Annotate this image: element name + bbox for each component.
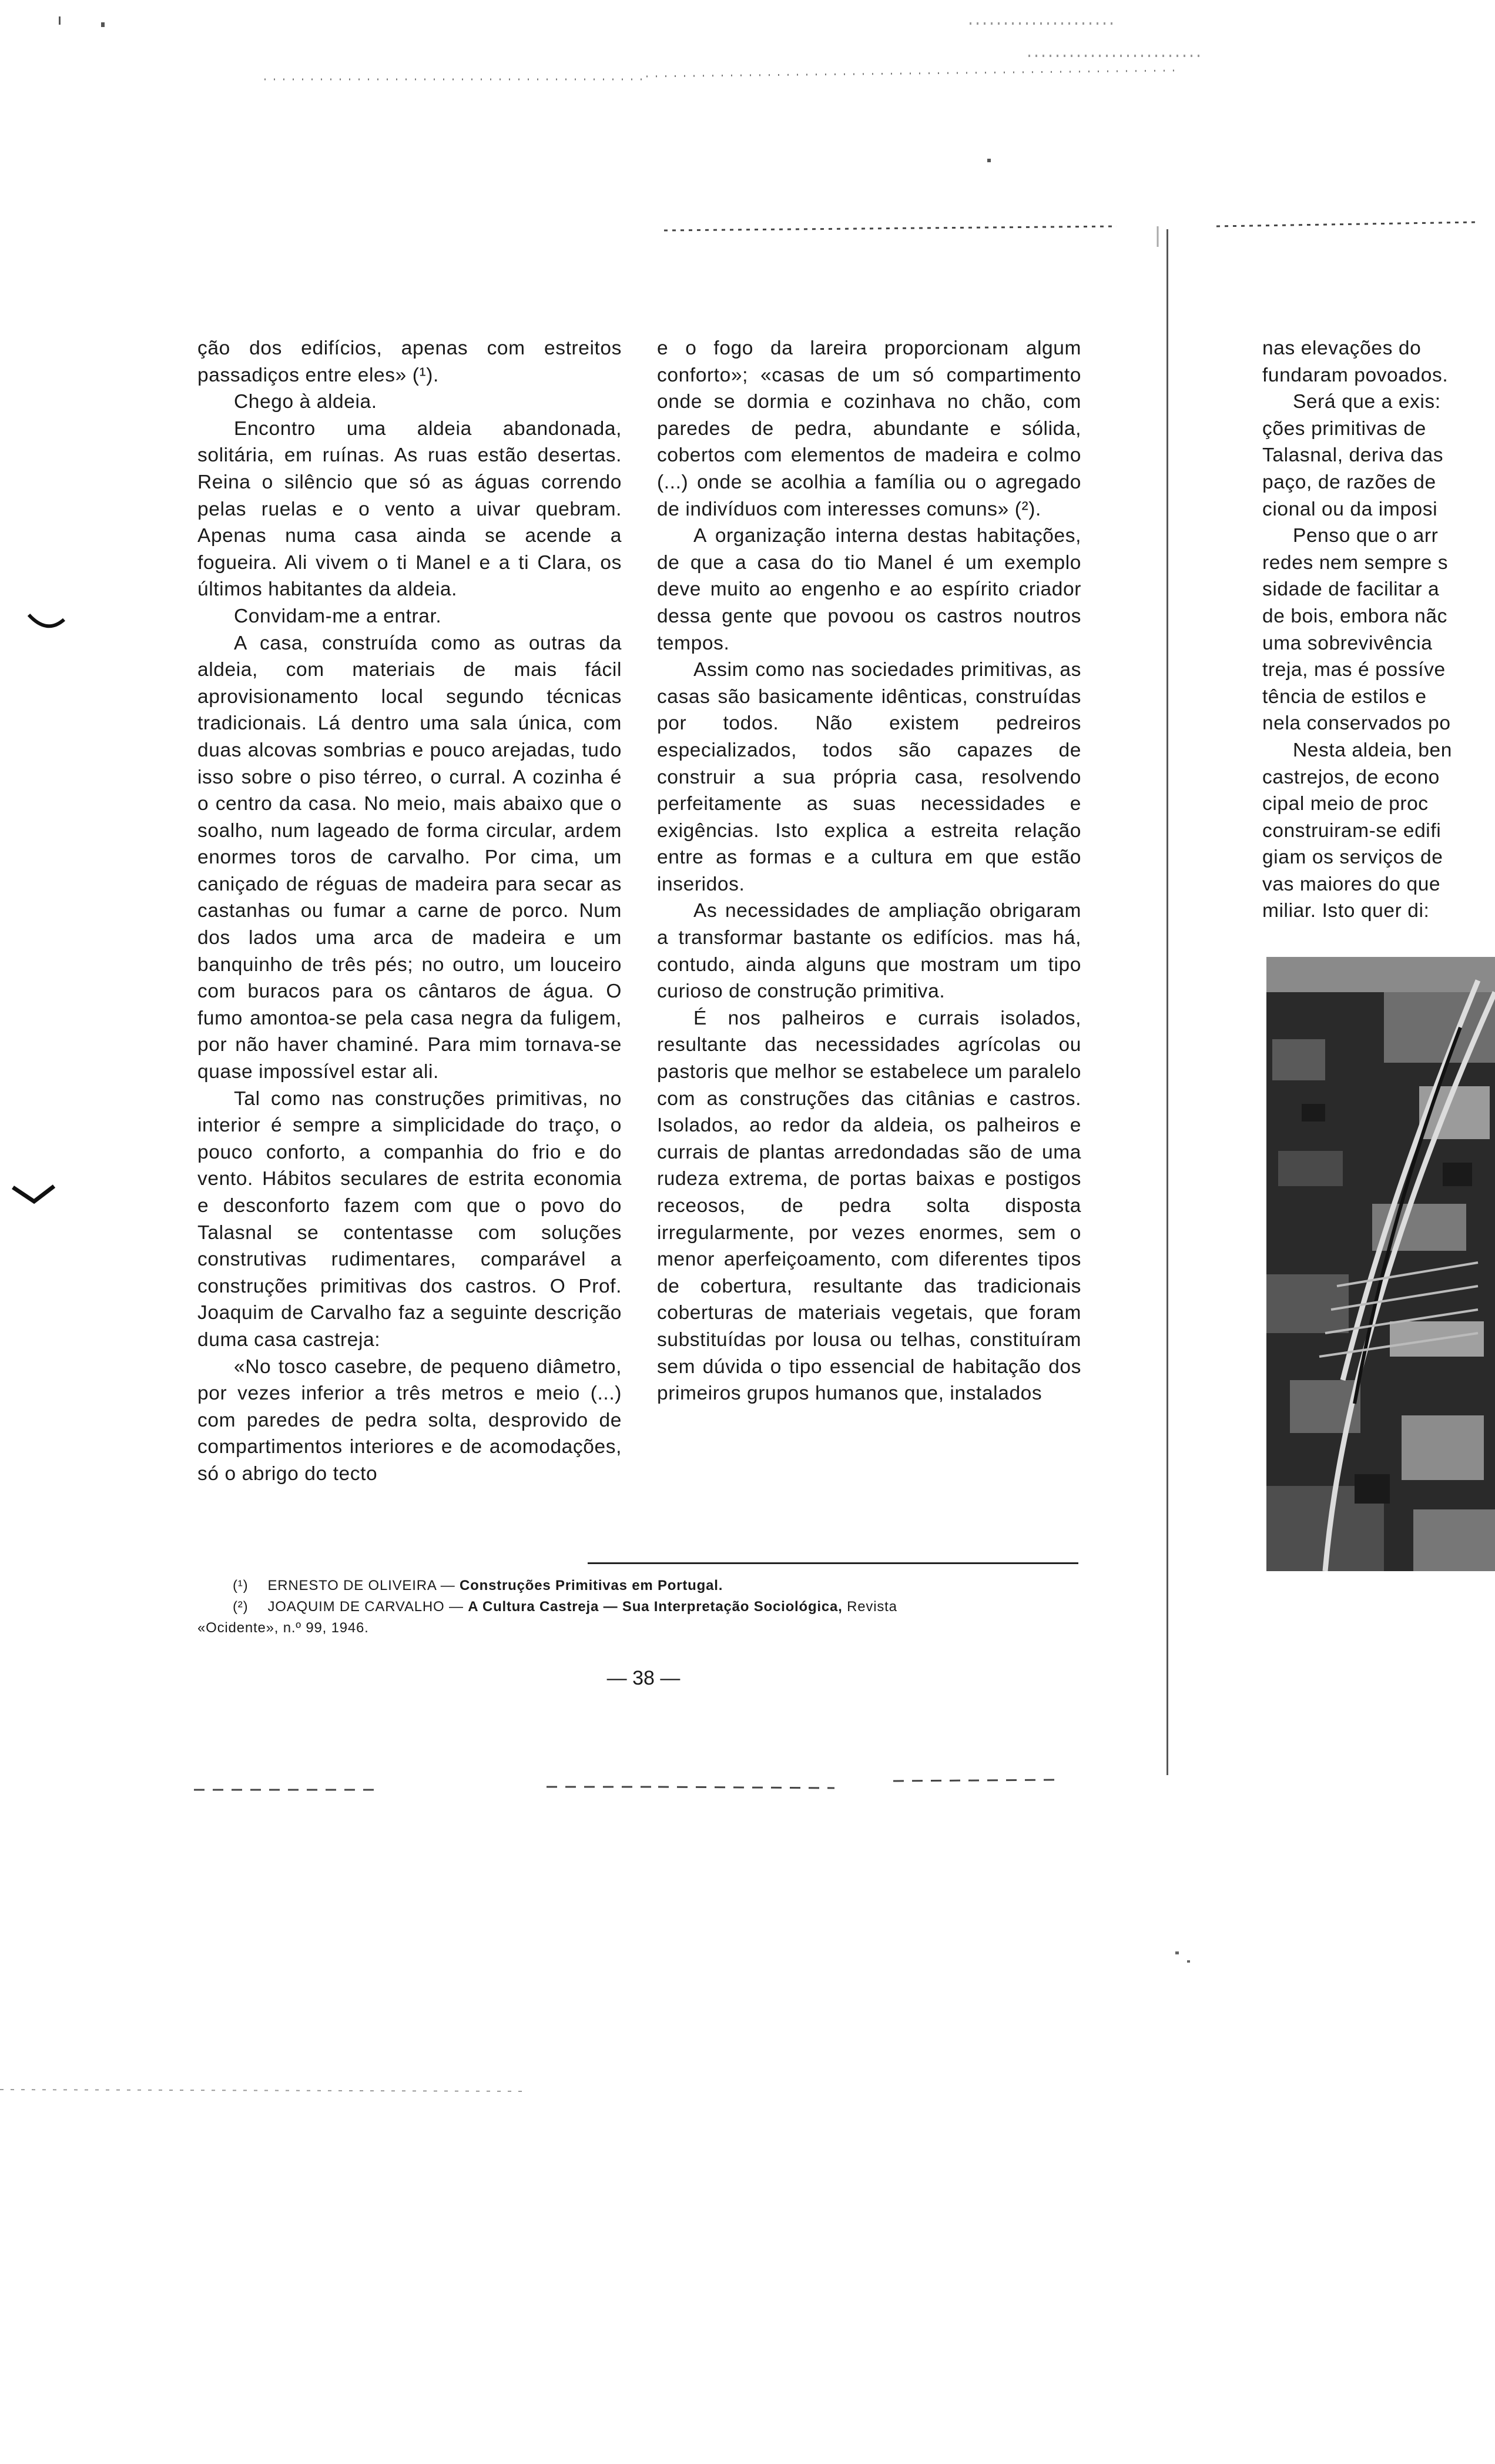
paragraph: Assim como nas sociedades primitivas, as casas são basicamente idênticas, construídas por todos. Não existem pedreiros especializados, todos são capazes de construir a sua própria casa, resolvendo perfeitamente as suas necessidades e exigências. Isto explica a estreita relação entre as formas e a cultura em que estão inseridos.: [657, 659, 1081, 895]
cropped-line: castrejos, de econo: [1262, 766, 1440, 788]
cropped-line: cional ou da imposi: [1262, 498, 1438, 520]
cropped-line: de bois, embora nãc: [1262, 605, 1447, 627]
cropped-line: Será que a exis:: [1293, 391, 1441, 413]
paragraph: Encontro uma aldeia abandonada, solitária, em ruínas. As ruas estão desertas. Reina o silêncio que só as águas correndo pelas ruelas e o vento a uivar quebram. Apenas numa casa ainda se acende a fogueira. Ali vivem o ti Manel e a ti Clara, os últimos habitantes da aldeia.: [197, 417, 622, 601]
cropped-line: nela conservados po: [1262, 712, 1451, 735]
paragraph: «No tosco casebre, de pequeno diâmetro, por vezes inferior a três metros e meio (...) com paredes de pedra solta, desprovido de compartimentos interiores e de acomodações, só o abrigo do tecto: [197, 1355, 622, 1485]
footnotes: [197, 1575, 1079, 1639]
scan-noise-bottom: [0, 1763, 1495, 2116]
cropped-line: giam os serviços de: [1262, 846, 1443, 869]
paragraph: Chego à aldeia.: [234, 391, 377, 413]
cropped-line: sidade de facilitar a: [1262, 578, 1440, 601]
cropped-line: uma sobrevivência: [1262, 632, 1433, 654]
footnote-rule: [588, 1562, 1078, 1564]
cropped-line: ções primitivas de: [1262, 417, 1426, 440]
footnote-1: (¹) ERNESTO DE OLIVEIRA — Construções Primitivas em Portugal.: [233, 1578, 723, 1593]
cropped-line: treja, mas é possíve: [1262, 659, 1446, 681]
village-photo: [1266, 957, 1495, 1571]
cropped-line: fundaram povoados.: [1262, 364, 1449, 386]
cropped-line: tência de estilos e: [1262, 685, 1427, 708]
cropped-line: redes nem sempre s: [1262, 551, 1449, 574]
paragraph: e o fogo da lareira proporcionam algum conforto»; «casas de um só compartimento onde se dormia e cozinhava no chão, com paredes de pedra, abundante e sólida, cobertos com elementos de madeira e colmo (...) onde se acolhia a família ou o agregado de indivíduos com interesses comuns» (²).: [657, 337, 1081, 520]
binding-mark-top: [26, 611, 68, 635]
cropped-line: Penso que o arr: [1293, 525, 1439, 547]
scan-noise-top: [0, 0, 1495, 247]
cropped-line: cipal meio de proc: [1262, 793, 1429, 815]
text-column-1: [197, 335, 622, 1488]
page-number: — 38 —: [606, 1667, 681, 1689]
paragraph: ção dos edifícios, apenas com estreitos passadiços entre eles» (¹).: [197, 337, 622, 386]
footnote-2: (²) JOAQUIM DE CARVALHO — A Cultura Castreja — Sua Interpretação Sociológica, Revista: [233, 1599, 897, 1615]
cropped-line: paço, de razões de: [1262, 471, 1436, 493]
cropped-line: nas elevações do: [1262, 337, 1422, 359]
gutter-line: [1166, 229, 1168, 1775]
cropped-line: Nesta aldeia, ben: [1293, 739, 1452, 761]
paragraph: A organização interna destas habitações, de que a casa do tio Manel é um exemplo deve muito ao engenho e ao espírito criador dessa gente que povoou os castros noutros tempos.: [657, 525, 1081, 654]
cropped-line: construiram-se edifi: [1262, 819, 1442, 842]
footnote-2-continued: «Ocidente», n.º 99, 1946.: [197, 1620, 369, 1636]
cropped-line: miliar. Isto quer di:: [1262, 900, 1430, 922]
paragraph: A casa, construída como as outras da aldeia, com materiais de mais fácil aprovisionamento local segundo técnicas tradicionais. Lá dentro uma sala única, com duas alcovas sombrias e pouco arejadas, tudo isso sobre o piso térreo, o curral. A cozinha é o centro da casa. No meio, mais abaixo que o soalho, num lageado de forma circular, ardem enormes toros de carvalho. Por cima, um caniçado de réguas de madeira para secar as castanhas ou fumar a carne de porco. Num dos lados uma arca de madeira e um banquinho de três pés; no outro, um louceiro com buracos para os cântaros de água. O fumo amontoa-se pela casa negra da fuligem, por não haver chaminé. Para mim tornava-se quase impossível estar ali.: [197, 632, 622, 1083]
paragraph: É nos palheiros e currais isolados, resultante das necessidades agrícolas ou pastoris que melhor se estabelece um paralelo com as construções das citânias e castros. Isolados, ao redor da aldeia, os palheiros e currais de plantas arredondadas são de uma rudeza extrema, de portas baixas e postigos receosos, de pedra solta disposta irregularmente, por vezes enormes, sem o menor aperfeiçoamento, com diferentes tipos de cobertura, resultante das tradicionais coberturas de materiais vegetais, que foram substituídas por lousa ou telhas, constituíram sem dúvida o tipo essencial de habitação dos primeiros grupos humanos que, instalados: [657, 1007, 1081, 1405]
cropped-line: Talasnal, deriva das: [1262, 444, 1444, 467]
paragraph: As necessidades de ampliação obrigaram a transformar bastante os edifícios. mas há, contudo, ainda alguns que mostram um tipo curioso de construção primitiva.: [657, 900, 1081, 1003]
binding-mark-bottom: [11, 1181, 58, 1211]
text-column-3-cropped: [1262, 335, 1493, 925]
text-column-2: [657, 335, 1081, 1407]
paragraph: Tal como nas construções primitivas, no interior é sempre a simplicidade do traço, o pouco conforto, a companhia do frio e do vento. Hábitos seculares de estrita economia e desconforto fazem com que o povo do Talasnal se contentasse com soluções construtivas rudimentares, comparável a construções primitivas dos castros. O Prof. Joaquim de Carvalho faz a seguinte descrição duma casa castreja:: [197, 1087, 622, 1351]
paragraph: Convidam-me a entrar.: [234, 605, 442, 627]
cropped-line: vas maiores do que: [1262, 873, 1441, 895]
